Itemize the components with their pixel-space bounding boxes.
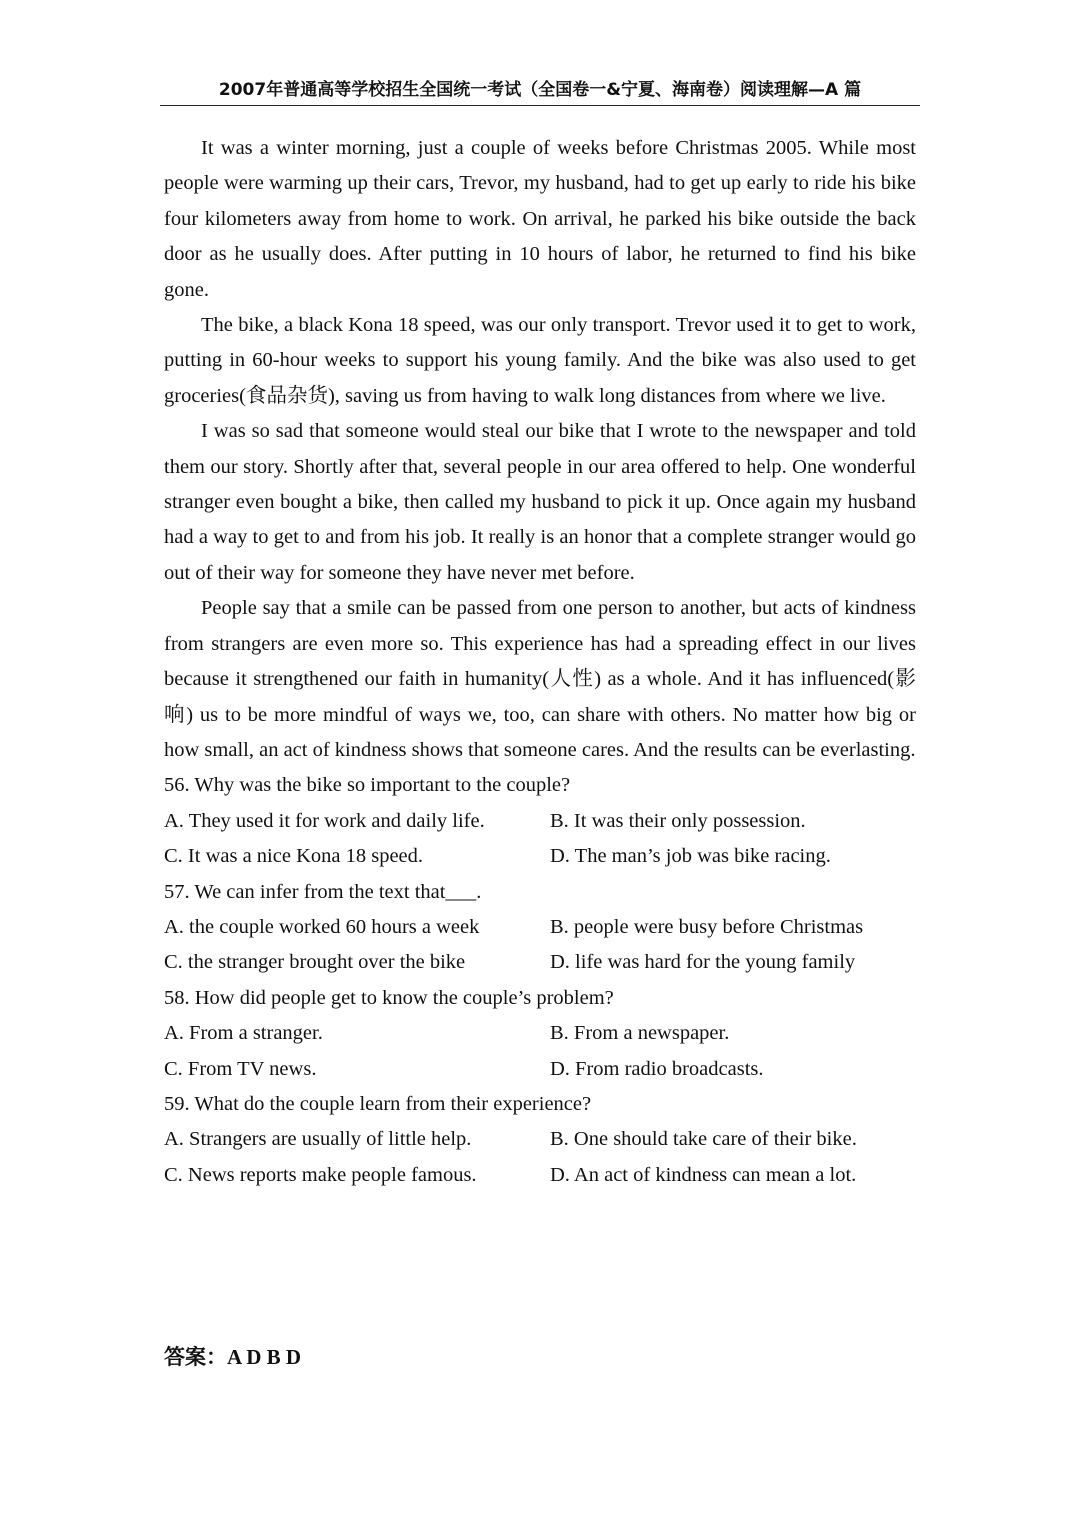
option-row [164, 1052, 916, 1087]
option-d: D. An act of kindness can mean a lot. [550, 1163, 857, 1186]
question-58 [164, 981, 916, 1087]
passage-paragraph-1: It was a winter morning, just a couple of weeks before Christmas 2005. While most people were warming up their cars, Trevor, my husband, had to get up early to ride his bike four kilometers away from home to work. On arrival, he parked his bike outside the back door as he usually does. After putting in 10 hours of labor, he returned to find his bike gone. [164, 137, 916, 301]
passage-paragraph-3: I was so sad that someone would steal our bike that I wrote to the newspaper and told them our story. Shortly after that, several people in our area offered to help. One wonderful stranger even bought a bike, then called my husband to pick it up. Once again my husband had a way to get to and from his job. It really is an honor that a complete stranger would go out of their way for someone they have never met before. [164, 420, 916, 584]
header-title: 2007年普通高等学校招生全国统一考试（全国卷一&宁夏、海南卷）阅读理解—A 篇 [218, 80, 862, 100]
option-row [164, 1016, 916, 1051]
passage-paragraph-4: People say that a smile can be passed from one person to another, but acts of kindness from strangers are even more so. This experience has had a spreading effect in our lives because it strengthened our faith in humanity(人性) as a whole. And it has influenced(影响) us to be more mindful of ways we, too, can share with others. No matter how big or how small, an act of kindness shows that someone cares. And the results can be everlasting. [164, 597, 916, 761]
option-row [164, 910, 916, 945]
option-a: A. From a stranger. [164, 1022, 323, 1045]
answer-key [164, 1342, 301, 1372]
option-row [164, 804, 916, 839]
option-b: B. It was their only possession. [550, 809, 806, 832]
option-a: A. the couple worked 60 hours a week [164, 915, 480, 938]
question-stem: 57. We can infer from the text that___. [164, 880, 482, 903]
option-a: A. They used it for work and daily life. [164, 809, 485, 832]
option-row [164, 839, 916, 874]
option-d: D. life was hard for the young family [550, 951, 856, 974]
question-stem: 58. How did people get to know the couple’s problem? [164, 986, 614, 1009]
page-header [160, 76, 920, 106]
question-57 [164, 875, 916, 981]
answer-value: A D B D [227, 1345, 302, 1369]
main-content [164, 131, 916, 1193]
option-c: C. From TV news. [164, 1057, 317, 1080]
option-a: A. Strangers are usually of little help. [164, 1128, 472, 1151]
question-stem: 56. Why was the bike so important to the couple? [164, 774, 571, 797]
option-d: D. From radio broadcasts. [550, 1057, 764, 1080]
question-stem: 59. What do the couple learn from their experience? [164, 1092, 592, 1115]
option-c: C. News reports make people famous. [164, 1163, 477, 1186]
option-c: C. It was a nice Kona 18 speed. [164, 845, 424, 868]
option-b: B. From a newspaper. [550, 1022, 730, 1045]
question-56 [164, 768, 916, 874]
option-row [164, 1122, 916, 1157]
answer-label: 答案： [164, 1345, 227, 1369]
option-b: B. One should take care of their bike. [550, 1128, 857, 1151]
option-b: B. people were busy before Christmas [550, 915, 864, 938]
option-row [164, 1158, 916, 1193]
option-c: C. the stranger brought over the bike [164, 951, 466, 974]
reading-passage [164, 131, 916, 768]
option-d: D. The man’s job was bike racing. [550, 845, 831, 868]
passage-paragraph-2: The bike, a black Kona 18 speed, was our only transport. Trevor used it to get to work, putting in 60-hour weeks to support his young family. And the bike was also used to get groceries(食品杂货), saving us from having to walk long distances from where we live. [164, 314, 916, 407]
question-59 [164, 1087, 916, 1193]
option-row [164, 945, 916, 980]
